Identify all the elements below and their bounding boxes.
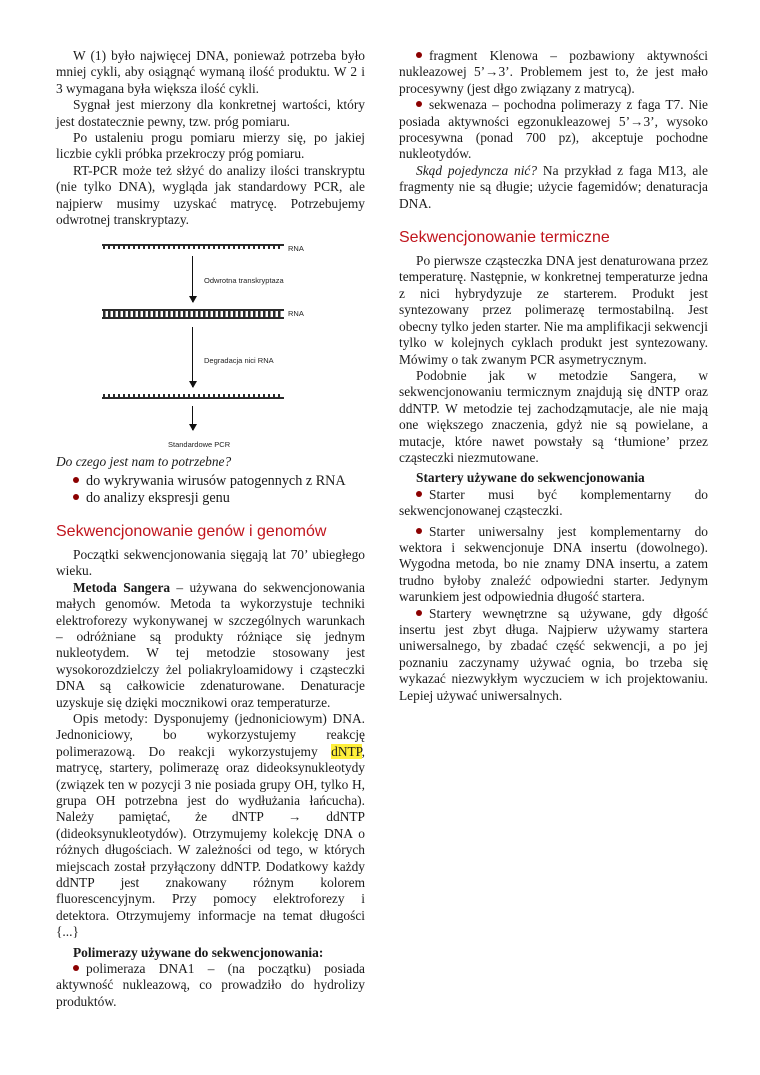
step-standard-pcr: Standardowe PCR [168, 440, 231, 450]
polymerase-klenow: fragment Klenowa – pozbawiony aktywności nukleazowej 5’→3’. Problemem jest to, że jest mało procesywny (jest dłgo związany z matrycą). [399, 48, 708, 96]
left-column [56, 48, 365, 1010]
arrow-down-icon [192, 256, 193, 302]
polymerase-dna1: polimeraza DNA1 – (na początku) posiada aktywność nukleazową, co prowadziło do hydrolizy produktów. [56, 961, 365, 1009]
bullet-icon [416, 528, 422, 534]
cdna-strand-icon [102, 393, 284, 399]
step-rna-degradation: Degradacja nici RNA [204, 356, 274, 366]
heading-sequencing: Sekwencjonowanie genów i genomów [56, 522, 327, 540]
question-single-strand: Skąd pojedyncza nić? [416, 162, 538, 178]
bullet-icon [416, 491, 422, 497]
paragraph-single-strand: Skąd pojedyncza nić? Na przykład z faga M13, ale fragmenty nie są długie; użycie fagemidów; denaturacja DNA. [399, 162, 708, 211]
bullet-icon [73, 965, 79, 971]
paragraph-threshold-cycles: Po ustaleniu progu pomiaru mierzy się, po jakiej liczbie cykli próbka przekroczy próg pomiaru. [56, 130, 365, 162]
paragraph-thermal-1: Po pierwsze cząsteczka DNA jest denaturowana przez temperaturę. Następnie, w konkretnej temperaturze jedna z nici hybrydyzuje ze starterem. Produkt jest syntezowany przez polimerazę termostabilną. Jest obecny tylko jeden starter. Nie ma amplifikacji sekwencji tylko w kolejnych cyklach produkt jest syntezowany. Mówimy o tak zwanym PCR asymetrycznym. [399, 253, 708, 367]
paragraph-sanger: Metoda Sangera – używana do sekwencjonowania małych genomów. Metoda ta wykorzystuje techniki elektroforezy wykonywanej w szczególnych warunkach – odróżniane są produkty różniące się jednym nukleotydem. W tej metodzie stosowany jest wysokorozdzielczy żel poliakryloamidowy i cząsteczki DNA są całkowicie zdenaturowane. Denaturacje uzyskuje się dzięki mocznikowi oraz temperaturze. [56, 579, 365, 710]
bullet-icon [73, 494, 79, 500]
rna-label-2: RNA [288, 309, 304, 319]
rna-strand-icon [102, 244, 284, 250]
bullet-icon [416, 52, 422, 58]
paragraph-method: Opis metody: Dysponujemy (jednoniciowym) DNA. Jednoniciowy, bo wykorzystujemy reakcję polimerazową. Do reakcji wykorzystujemy dNTP, matrycę, startery, polimerazę oraz dideoksynukleotydy (związek ten w pozycji 3 nie posiada grupy OH, tylko H, grupa OH potrzebna jest do wydłużania łańcucha). Należy pamiętać, że dNTP → ddNTP (dideoksynukleotydów). Otrzymujemy kolekcję DNA o różnych długościach. W zależności od tego, w których miejscach został przyłączony ddNTP. Dodatkowy każdy ddNTP jest znakowany różnym kolorem fluorescencyjnym. Przy pomocy elektroforezy i detektora. Otrzymujemy informacje na temat długości {...} [56, 710, 365, 940]
paragraph-history: Początki sekwencjonowania sięgają lat 70’ ubiegłego wieku. [56, 546, 365, 579]
primer-universal: Starter uniwersalny jest komplementarny do wektora i sekwencjonuje DNA insertu (dowolnego). Wygodna metoda, bo nie znamy DNA insertu, a zatem trudno byłoby znaleźć odpowiedni starter. Jedynym warunkiem jest odpowiednia długość startera. [399, 523, 708, 605]
bullet-icon [416, 610, 422, 616]
list-item: do wykrywania wirusów patogennych z RNA [73, 473, 365, 490]
term-sanger: Metoda Sangera [73, 579, 171, 595]
rt-pcr-diagram [56, 238, 365, 450]
uses-list [56, 473, 365, 507]
rna-label-1: RNA [288, 244, 304, 254]
right-column [399, 48, 708, 704]
list-item: do analizy ekspresji genu [73, 490, 365, 507]
paragraph-rt-pcr: RT-PCR może też słżyć do analizy ilości transkryptu (nie tylko DNA), wygląda jak standardowy PCR, ale najpierw musimy uzyskać matrycę. Potrzebujemy odwrotnej transkryptazy. [56, 162, 365, 228]
paragraph-dna-cycles: W (1) było najwięcej DNA, ponieważ potrzeba było mniej cykli, aby osiągnąć wymaną ilość produktu. W 2 i 3 wymagana była większa ilość cykli. [56, 48, 365, 96]
primer-internal: Startery wewnętrzne są używane, gdy dłgość insertu jest zbyt długa. Najpierw używamy startera uniwersalnego, by zbadać część sekwencji, a po jej poznaniu zaczynamy używać ognia, bo trzeba się wykazać niezwykłym wyczuciem w ich projektowaniu. Lepiej używać uniwersalnych. [399, 605, 708, 703]
step-reverse-transcriptase: Odwrotna transkryptaza [204, 276, 284, 286]
highlighted-dntp: dNTP [331, 743, 362, 759]
bullet-icon [73, 477, 79, 483]
question-purpose: Do czego jest nam to potrzebne? [56, 454, 232, 470]
heading-polymerases: Polimerazy używane do sekwencjonowania: [73, 944, 324, 960]
primer-complementary: Starter musi być komplementarny do sekwencjonowanej cząsteczki. [399, 486, 708, 519]
rna-dna-hybrid-icon [102, 309, 284, 319]
bullet-icon [416, 101, 422, 107]
arrow-down-icon [192, 327, 193, 387]
heading-primers: Startery używane do sekwencjonowania [416, 470, 645, 486]
paragraph-signal-threshold: Sygnał jest mierzony dla konkretnej wartości, który jest dostatecznie pewny, tzw. próg pomiaru. [56, 97, 365, 129]
heading-thermal: Sekwencjonowanie termiczne [399, 229, 610, 247]
paragraph-thermal-2: Podobnie jak w metodzie Sangera, w sekwencjonowaniu termicznym znajdują się dNTP oraz ddNTP. W metodzie tej zachodząmutacje, ale nie mają one większego znaczenia, gdyż nie są powielane, a mutacje, które nawet powstały są ‘tłumione’ przez cząsteczki niezmutowane. [399, 367, 708, 465]
arrow-down-icon [192, 406, 193, 430]
polymerase-sequenase: sekwenaza – pochodna polimerazy z faga T7. Nie posiada aktywności egzonukleazowej 5’→3’, wysoko procesywna (ponad 700 pz), akceptuje pochodne nukleotydów. [399, 97, 708, 162]
